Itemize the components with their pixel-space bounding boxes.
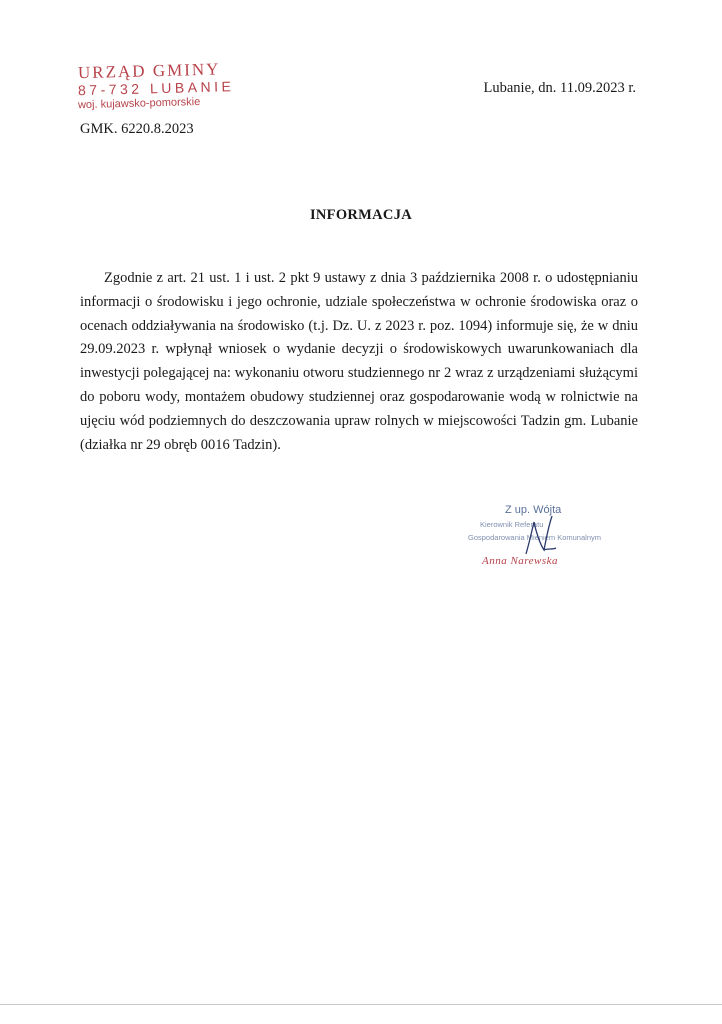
handwritten-signature-icon bbox=[522, 510, 562, 560]
stamp-office-name: URZĄD GMINY bbox=[77, 59, 221, 83]
body-paragraph: Zgodnie z art. 21 ust. 1 i ust. 2 pkt 9 ustawy z dnia 3 października 2008 r. o udostępnianiu informacji o środowisku i jego ochronie, udziale społeczeństwa w ochronie środowiska oraz o ocenach oddziaływania na środowisko (t.j. Dz. U. z 2023 r. poz. 1094) informuje się, że w dniu 29.09.2023 r. wpłynął wniosek o wydanie decyzji o środowiskowych uwarunkowaniach dla inwestycji polegającej na: wykonaniu otworu studziennego nr 2 wraz z urządzeniami służącymi do poboru wody, montażem obudowy studziennej oraz gospodarowanie wodą w rolnictwie na ujęciu wód podziemnych do deszczowania upraw rolnych w miejscowości Tadzin gm. Lubanie (działka nr 29 obręb 0016 Tadzin). bbox=[80, 270, 638, 453]
signature-department: Gospodarowania Mieniem Komunalnym bbox=[468, 533, 601, 542]
stamp-voivodeship: woj. kujawsko-pomorskie bbox=[77, 96, 201, 112]
office-stamp bbox=[77, 59, 248, 112]
page-bottom-edge bbox=[0, 1004, 722, 1005]
place-and-date: Lubanie, dn. 11.09.2023 r. bbox=[483, 80, 636, 96]
reference-number: GMK. 6220.8.2023 bbox=[80, 121, 194, 137]
signature-name: Anna Narewska bbox=[482, 555, 559, 567]
signature-position: Kierownik Referatu bbox=[480, 520, 544, 529]
signature-block bbox=[462, 500, 642, 575]
signature-authority: Z up. Wójta bbox=[505, 504, 562, 516]
document-title: INFORMACJA bbox=[309, 207, 413, 223]
stamp-postal-address: 87-732 LUBANIE bbox=[77, 78, 235, 99]
